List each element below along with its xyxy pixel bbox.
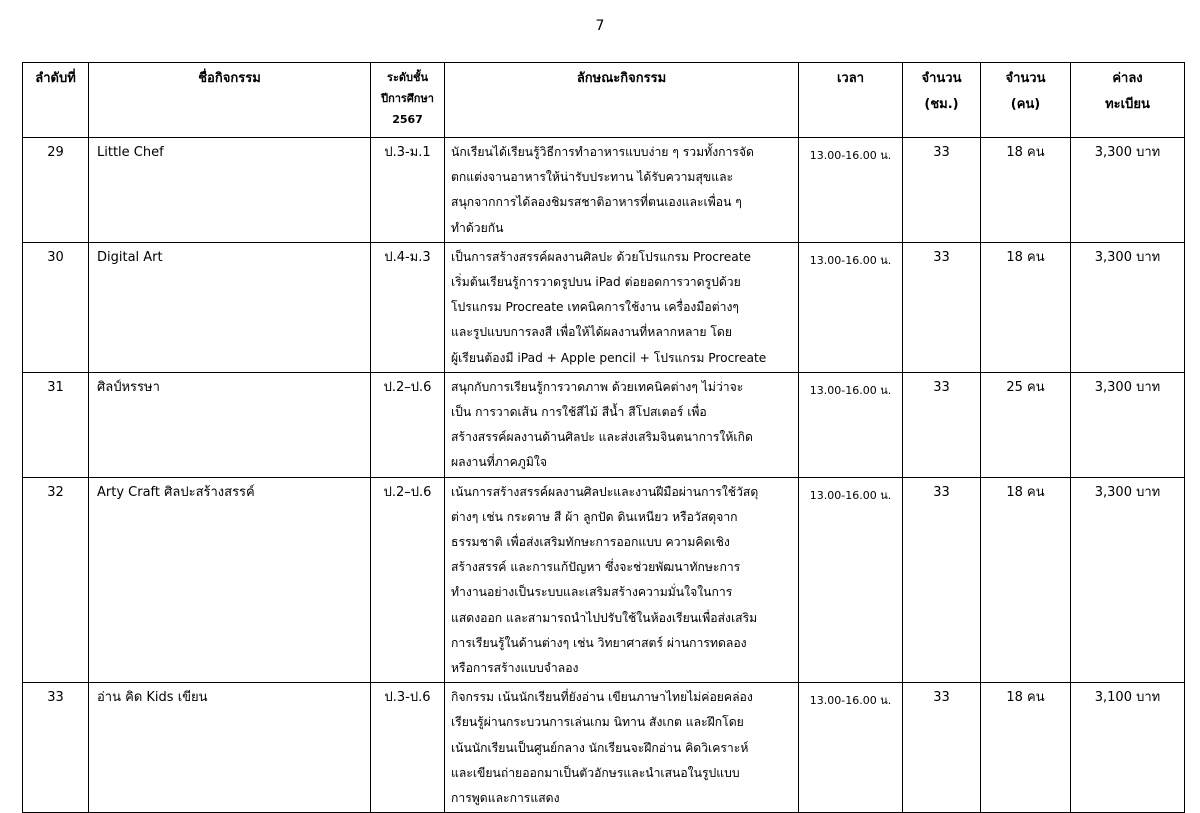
header-name: ชื่อกิจกรรม (89, 63, 371, 138)
cell-time: 13.00-16.00 น. (799, 242, 903, 372)
table-row (23, 477, 1185, 683)
cell-people: 18 คน (981, 138, 1071, 243)
cell-people: 18 คน (981, 477, 1071, 683)
cell-order: 30 (23, 242, 89, 372)
header-people-line: จำนวน (1005, 71, 1046, 86)
cell-activity-name: Digital Art (89, 242, 371, 372)
header-people (981, 63, 1071, 138)
description-line: ต่างๆ เช่น กระดาษ สี ผ้า ลูกปัด ดินเหนียว หรือวัสดุจาก (451, 509, 738, 524)
description-line: เรียนรู้ผ่านกระบวนการเล่นเกม นิทาน สังเกต และฝึกโดย (451, 715, 744, 730)
cell-people: 25 คน (981, 372, 1071, 477)
table-row (23, 372, 1185, 477)
header-level-line: ระดับชั้น (387, 71, 428, 84)
description-line: กิจกรรม เน้นนักเรียนที่ยังอ่าน เขียนภาษาไทยไม่ค่อยคล่อง (451, 690, 753, 705)
table-row (23, 138, 1185, 243)
header-order: ลำดับที่ (23, 63, 89, 138)
description-line: ผลงานที่ภาคภูมิใจ (451, 455, 547, 470)
cell-activity-name: Arty Craft ศิลปะสร้างสรรค์ (89, 477, 371, 683)
description-line: สนุกจากการได้ลองชิมรสชาติอาหารที่ตนเองและเพื่อน ๆ (451, 195, 742, 210)
cell-hours: 33 (903, 138, 981, 243)
cell-order: 29 (23, 138, 89, 243)
header-description: ลักษณะกิจกรรม (445, 63, 799, 138)
cell-hours: 33 (903, 477, 981, 683)
cell-fee: 3,300 บาท (1071, 138, 1185, 243)
description-line: ธรรมชาติ เพื่อส่งเสริมทักษะการออกแบบ ความคิดเชิง (451, 535, 730, 550)
description-line: หรือการสร้างแบบจำลอง (451, 661, 579, 676)
header-hours (903, 63, 981, 138)
cell-fee: 3,100 บาท (1071, 683, 1185, 813)
header-fee-line: ค่าลง (1112, 71, 1143, 86)
description-line: เป็น การวาดเส้น การใช้สีไม้ สีน้ำ สีโปสเตอร์ เพื่อ (451, 405, 707, 420)
cell-level: ป.2–ป.6 (371, 477, 445, 683)
description-line: ตกแต่งจานอาหารให้น่ารับประทาน ได้รับความสุขและ (451, 170, 734, 185)
description-line: ผู้เรียนต้องมี iPad + Apple pencil + โปรแกรม Procreate (451, 350, 767, 365)
cell-people: 18 คน (981, 683, 1071, 813)
cell-time: 13.00-16.00 น. (799, 138, 903, 243)
cell-description (445, 242, 799, 372)
header-fee (1071, 63, 1185, 138)
description-line: การเรียนรู้ในด้านต่างๆ เช่น วิทยาศาสตร์ ผ่านการทดลอง (451, 635, 747, 650)
description-line: และรูปแบบการลงสี เพื่อให้ได้ผลงานที่หลากหลาย โดย (451, 325, 732, 340)
table-row (23, 242, 1185, 372)
cell-order: 31 (23, 372, 89, 477)
header-fee-line: ทะเบียน (1105, 97, 1150, 112)
description-line: สนุกกับการเรียนรู้การวาดภาพ ด้วยเทคนิคต่างๆ ไม่ว่าจะ (451, 379, 744, 394)
page-number: 7 (595, 18, 605, 34)
description-line: สร้างสรรค์ และการแก้ปัญหา ซึ่งจะช่วยพัฒนาทักษะการ (451, 560, 741, 575)
header-level-line: 2567 (392, 113, 423, 126)
cell-activity-name: ศิลป์หรรษา (89, 372, 371, 477)
cell-description (445, 372, 799, 477)
header-hours-line: จำนวน (921, 71, 962, 86)
header-hours-line: (ชม.) (924, 97, 959, 112)
cell-hours: 33 (903, 242, 981, 372)
cell-activity-name: Little Chef (89, 138, 371, 243)
cell-description (445, 683, 799, 813)
cell-level: ป.4-ม.3 (371, 242, 445, 372)
header-level-line: ปีการศึกษา (381, 92, 434, 105)
description-line: ทำด้วยกัน (451, 220, 504, 235)
cell-level: ป.3-ป.6 (371, 683, 445, 813)
cell-hours: 33 (903, 372, 981, 477)
description-line: และเขียนถ่ายออกมาเป็นตัวอักษรและนำเสนอในรูปแบบ (451, 765, 740, 780)
header-people-line: (คน) (1010, 97, 1041, 112)
description-line: นักเรียนได้เรียนรู้วิธีการทำอาหารแบบง่าย ๆ รวมทั้งการจัด (451, 145, 754, 159)
cell-time: 13.00-16.00 น. (799, 372, 903, 477)
table-row (23, 683, 1185, 813)
cell-description (445, 138, 799, 243)
cell-level: ป.3-ม.1 (371, 138, 445, 243)
cell-fee: 3,300 บาท (1071, 242, 1185, 372)
cell-activity-name: อ่าน คิด Kids เขียน (89, 683, 371, 813)
description-line: ทำงานอย่างเป็นระบบและเสริมสร้างความมั่นใจในการ (451, 585, 733, 600)
description-line: แสดงออก และสามารถนำไปปรับใช้ในห้องเรียนเพื่อส่งเสริม (451, 610, 758, 625)
header-row (23, 63, 1185, 138)
description-line: โปรแกรม Procreate เทคนิคการใช้งาน เครื่องมือต่างๆ (451, 300, 739, 315)
cell-time: 13.00-16.00 น. (799, 477, 903, 683)
description-line: เน้นนักเรียนเป็นศูนย์กลาง นักเรียนจะฝึกอ่าน คิดวิเคราะห์ (451, 740, 749, 755)
cell-order: 32 (23, 477, 89, 683)
description-line: สร้างสรรค์ผลงานด้านศิลปะ และส่งเสริมจินตนาการให้เกิด (451, 430, 753, 445)
cell-description (445, 477, 799, 683)
description-line: เริ่มต้นเรียนรู้การวาดรูปบน iPad ต่อยอดการวาดรูปด้วย (451, 275, 741, 290)
cell-hours: 33 (903, 683, 981, 813)
description-line: เป็นการสร้างสรรค์ผลงานศิลปะ ด้วยโปรแกรม Procreate (451, 249, 751, 264)
cell-level: ป.2–ป.6 (371, 372, 445, 477)
description-line: การพูดและการแสดง (451, 791, 560, 806)
cell-people: 18 คน (981, 242, 1071, 372)
header-level (371, 63, 445, 138)
activity-table (22, 62, 1185, 813)
cell-order: 33 (23, 683, 89, 813)
table-body (23, 138, 1185, 813)
header-time: เวลา (799, 63, 903, 138)
description-line: เน้นการสร้างสรรค์ผลงานศิลปะและงานฝีมือผ่านการใช้วัสดุ (451, 484, 759, 499)
cell-fee: 3,300 บาท (1071, 372, 1185, 477)
cell-time: 13.00-16.00 น. (799, 683, 903, 813)
cell-fee: 3,300 บาท (1071, 477, 1185, 683)
